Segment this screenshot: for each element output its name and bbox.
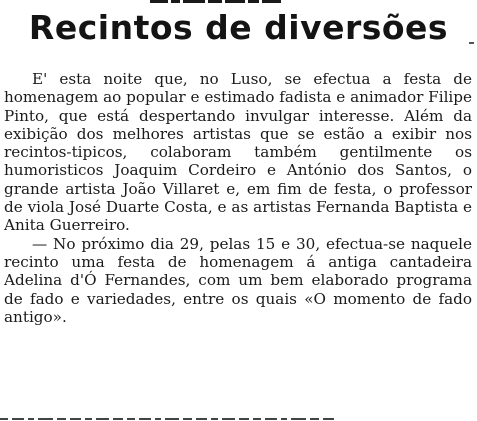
- article-headline: Recintos de diversões: [28, 8, 449, 47]
- article-paragraph-2: — No próximo dia 29, pelas 15 e 30, efectua-se naquele recinto uma festa de homenagem á antiga cantadeira Adelina d'Ó Fernandes, com um bem elaborado programa de fado e variedades, entre os quais «O momento de fado antigo».: [4, 234, 472, 326]
- column-edge-mark: [469, 42, 474, 44]
- article-body: [4, 70, 472, 326]
- previous-headline-fragment: [150, 0, 285, 4]
- article-paragraph-1: E' esta noite que, no Luso, se efectua a festa de homenagem ao popular e estimado fadista e animador Filipe Pinto, que está despertando invulgar interesse. Além da exibição dos melhores artistas que se estão a exibir nos recintos-tipicos, colaboram também gentilmente os humoristicos Joaquim Cordeiro e António dos Santos, o grande artista João Villaret e, em fim de festa, o professor de viola José Duarte Costa, e as artistas Fernanda Baptista e Anita Guerreiro.: [4, 70, 472, 235]
